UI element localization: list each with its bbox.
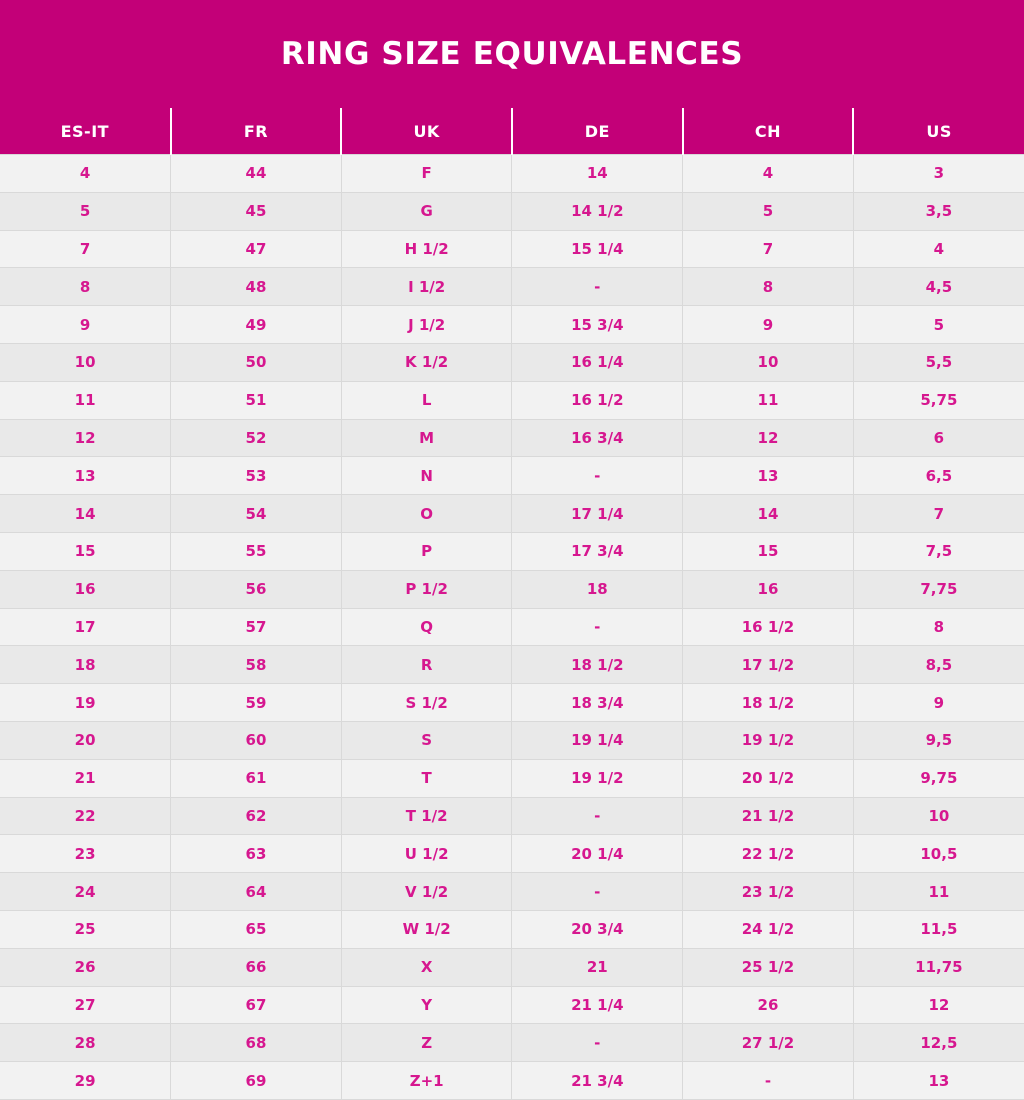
table-cell: 4,5 <box>853 268 1024 306</box>
table-cell: 7 <box>0 230 171 268</box>
table-cell: 27 <box>0 986 171 1024</box>
table-cell: 13 <box>683 457 854 495</box>
table-cell: 22 <box>0 797 171 835</box>
table-cell: 16 <box>683 570 854 608</box>
table-cell: - <box>683 1062 854 1100</box>
page-title: RING SIZE EQUIVALENCES <box>280 36 744 72</box>
table-cell: 17 3/4 <box>512 532 683 570</box>
table-cell: 53 <box>171 457 342 495</box>
table-cell: T 1/2 <box>341 797 512 835</box>
table-cell: 16 3/4 <box>512 419 683 457</box>
table-cell: 18 1/2 <box>512 646 683 684</box>
table-cell: 21 3/4 <box>512 1062 683 1100</box>
table-cell: 19 <box>0 684 171 722</box>
table-cell: 60 <box>171 721 342 759</box>
table-cell: 9 <box>0 306 171 344</box>
table-cell: Q <box>341 608 512 646</box>
column-header-fr: FR <box>171 108 342 155</box>
table-cell: 8 <box>853 608 1024 646</box>
table-row <box>0 381 1024 419</box>
table-cell: 58 <box>171 646 342 684</box>
table-row <box>0 873 1024 911</box>
table-cell: S <box>341 721 512 759</box>
table-cell: O <box>341 495 512 533</box>
table-cell: 15 1/4 <box>512 230 683 268</box>
table-cell: 11 <box>853 873 1024 911</box>
table-cell: L <box>341 381 512 419</box>
table-cell: 11 <box>683 381 854 419</box>
table-row <box>0 419 1024 457</box>
table-row <box>0 721 1024 759</box>
table-cell: 61 <box>171 759 342 797</box>
table-cell: 10,5 <box>853 835 1024 873</box>
table-row <box>0 646 1024 684</box>
table-cell: 69 <box>171 1062 342 1100</box>
table-row <box>0 268 1024 306</box>
table-row <box>0 835 1024 873</box>
column-header-es-it: ES-IT <box>0 108 171 155</box>
table-cell: W 1/2 <box>341 910 512 948</box>
table-cell: 11 <box>0 381 171 419</box>
table-cell: 50 <box>171 343 342 381</box>
table-cell: 23 1/2 <box>683 873 854 911</box>
table-row <box>0 192 1024 230</box>
table-cell: Y <box>341 986 512 1024</box>
table-cell: T <box>341 759 512 797</box>
table-cell: 10 <box>853 797 1024 835</box>
table-row <box>0 306 1024 344</box>
table-row <box>0 684 1024 722</box>
table-row <box>0 570 1024 608</box>
table-cell: 8 <box>683 268 854 306</box>
table-cell: 26 <box>0 948 171 986</box>
table-cell: 64 <box>171 873 342 911</box>
table-cell: 5 <box>853 306 1024 344</box>
table-cell: 23 <box>0 835 171 873</box>
column-header-us: US <box>853 108 1024 155</box>
table-cell: 16 1/2 <box>683 608 854 646</box>
table-cell: 19 1/2 <box>512 759 683 797</box>
table-cell: M <box>341 419 512 457</box>
table-header-row <box>0 108 1024 155</box>
column-header-de: DE <box>512 108 683 155</box>
table-row <box>0 230 1024 268</box>
table-cell: 22 1/2 <box>683 835 854 873</box>
table-cell: 56 <box>171 570 342 608</box>
table-cell: 3 <box>853 155 1024 193</box>
table-cell: 15 3/4 <box>512 306 683 344</box>
table-cell: 21 1/2 <box>683 797 854 835</box>
table-cell: S 1/2 <box>341 684 512 722</box>
table-cell: - <box>512 268 683 306</box>
table-cell: 12,5 <box>853 1024 1024 1062</box>
table-cell: 54 <box>171 495 342 533</box>
table-row <box>0 608 1024 646</box>
table-cell: 11,5 <box>853 910 1024 948</box>
chart-header <box>0 0 1024 108</box>
column-header-ch: CH <box>683 108 854 155</box>
table-cell: 21 <box>512 948 683 986</box>
table-cell: - <box>512 1024 683 1062</box>
table-cell: 4 <box>853 230 1024 268</box>
table-cell: 15 <box>0 532 171 570</box>
table-cell: 10 <box>683 343 854 381</box>
table-cell: 25 1/2 <box>683 948 854 986</box>
table-cell: - <box>512 457 683 495</box>
table-cell: 7 <box>853 495 1024 533</box>
table-cell: 48 <box>171 268 342 306</box>
table-row <box>0 910 1024 948</box>
table-cell: G <box>341 192 512 230</box>
table-cell: 26 <box>683 986 854 1024</box>
table-cell: 7,5 <box>853 532 1024 570</box>
table-cell: 4 <box>0 155 171 193</box>
table-cell: U 1/2 <box>341 835 512 873</box>
table-cell: 16 1/4 <box>512 343 683 381</box>
table-cell: 9,5 <box>853 721 1024 759</box>
table-cell: 5 <box>683 192 854 230</box>
table-cell: R <box>341 646 512 684</box>
table-cell: X <box>341 948 512 986</box>
table-row <box>0 155 1024 193</box>
table-cell: 14 <box>683 495 854 533</box>
table-cell: 29 <box>0 1062 171 1100</box>
table-cell: K 1/2 <box>341 343 512 381</box>
table-cell: F <box>341 155 512 193</box>
table-cell: 13 <box>853 1062 1024 1100</box>
column-header-uk: UK <box>341 108 512 155</box>
table-cell: 9 <box>853 684 1024 722</box>
table-cell: 7,75 <box>853 570 1024 608</box>
table-cell: 65 <box>171 910 342 948</box>
table-cell: 7 <box>683 230 854 268</box>
table-cell: 16 <box>0 570 171 608</box>
table-cell: 9,75 <box>853 759 1024 797</box>
table-cell: 63 <box>171 835 342 873</box>
table-cell: 17 <box>0 608 171 646</box>
table-cell: 4 <box>683 155 854 193</box>
table-cell: 5,5 <box>853 343 1024 381</box>
table-header <box>0 108 1024 155</box>
table-cell: 55 <box>171 532 342 570</box>
table-cell: 13 <box>0 457 171 495</box>
table-row <box>0 948 1024 986</box>
table-cell: 45 <box>171 192 342 230</box>
table-cell: 8,5 <box>853 646 1024 684</box>
table-cell: 17 1/4 <box>512 495 683 533</box>
table-cell: 21 1/4 <box>512 986 683 1024</box>
table-cell: 51 <box>171 381 342 419</box>
table-cell: 67 <box>171 986 342 1024</box>
table-cell: 11,75 <box>853 948 1024 986</box>
table-cell: 8 <box>0 268 171 306</box>
table-cell: 59 <box>171 684 342 722</box>
table-cell: 9 <box>683 306 854 344</box>
table-cell: - <box>512 797 683 835</box>
table-cell: 19 1/4 <box>512 721 683 759</box>
size-equivalence-table <box>0 108 1024 1100</box>
table-cell: 15 <box>683 532 854 570</box>
table-cell: 20 <box>0 721 171 759</box>
table-cell: 12 <box>683 419 854 457</box>
table-cell: 18 <box>0 646 171 684</box>
table-cell: 18 1/2 <box>683 684 854 722</box>
table-cell: 24 <box>0 873 171 911</box>
table-cell: J 1/2 <box>341 306 512 344</box>
table-cell: 47 <box>171 230 342 268</box>
table-cell: P <box>341 532 512 570</box>
table-cell: 24 1/2 <box>683 910 854 948</box>
table-cell: 19 1/2 <box>683 721 854 759</box>
table-cell: 57 <box>171 608 342 646</box>
table-cell: N <box>341 457 512 495</box>
table-cell: 12 <box>0 419 171 457</box>
table-cell: 52 <box>171 419 342 457</box>
table-cell: 18 <box>512 570 683 608</box>
table-cell: 28 <box>0 1024 171 1062</box>
table-cell: Z <box>341 1024 512 1062</box>
table-cell: 62 <box>171 797 342 835</box>
table-cell: 17 1/2 <box>683 646 854 684</box>
table-cell: 44 <box>171 155 342 193</box>
table-cell: 49 <box>171 306 342 344</box>
table-row <box>0 986 1024 1024</box>
table-row <box>0 759 1024 797</box>
table-cell: 10 <box>0 343 171 381</box>
table-cell: 3,5 <box>853 192 1024 230</box>
table-cell: 6,5 <box>853 457 1024 495</box>
table-cell: 6 <box>853 419 1024 457</box>
table-cell: 14 1/2 <box>512 192 683 230</box>
table-cell: 25 <box>0 910 171 948</box>
table-cell: P 1/2 <box>341 570 512 608</box>
table-cell: 18 3/4 <box>512 684 683 722</box>
table-cell: 21 <box>0 759 171 797</box>
table-row <box>0 1062 1024 1100</box>
table-cell: 14 <box>0 495 171 533</box>
table-cell: 66 <box>171 948 342 986</box>
table-row <box>0 797 1024 835</box>
table-row <box>0 457 1024 495</box>
table-row <box>0 1024 1024 1062</box>
table-cell: V 1/2 <box>341 873 512 911</box>
table-row <box>0 343 1024 381</box>
table-cell: - <box>512 608 683 646</box>
table-cell: 5 <box>0 192 171 230</box>
table-cell: 5,75 <box>853 381 1024 419</box>
table-cell: 16 1/2 <box>512 381 683 419</box>
table-cell: 12 <box>853 986 1024 1024</box>
table-cell: 14 <box>512 155 683 193</box>
table-body <box>0 155 1024 1100</box>
table-cell: Z+1 <box>341 1062 512 1100</box>
table-cell: 20 1/4 <box>512 835 683 873</box>
table-cell: - <box>512 873 683 911</box>
table-cell: 27 1/2 <box>683 1024 854 1062</box>
table-row <box>0 532 1024 570</box>
table-cell: 20 3/4 <box>512 910 683 948</box>
table-cell: I 1/2 <box>341 268 512 306</box>
table-cell: H 1/2 <box>341 230 512 268</box>
table-row <box>0 495 1024 533</box>
table-cell: 68 <box>171 1024 342 1062</box>
table-cell: 20 1/2 <box>683 759 854 797</box>
